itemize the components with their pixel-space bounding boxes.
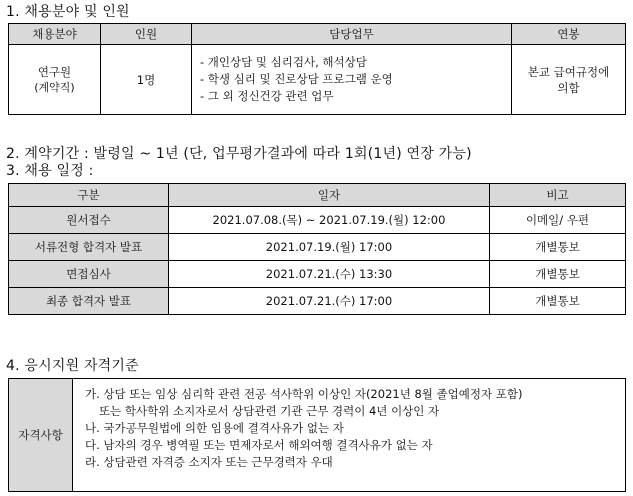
qualification-item: 다. 남자의 경우 병역필 또는 면제자로서 해외여행 결격사유가 없는 자 [85,438,433,452]
stage-cell: 면접심사 [9,261,169,288]
schedule-table [8,183,626,315]
note-cell: 개별통보 [490,234,626,261]
header-date: 일자 [169,184,490,207]
section2-heading: 2. 계약기간 : 발령일 ~ 1년 (단, 업무평가결과에 따라 1회(1년) 연장 가능) [6,146,472,162]
header-field: 채용분야 [9,24,101,45]
header-note: 비고 [490,184,626,207]
header-stage: 구분 [9,184,169,207]
field-type: (계약직) [34,80,75,94]
date-cell: 2021.07.21.(수) 17:00 [169,288,490,315]
header-count: 인원 [101,24,192,45]
field-title: 연구원 [37,64,72,79]
duties-cell [192,45,512,115]
table-row [9,45,626,115]
header-duties: 담당업무 [192,24,512,45]
table-row [9,261,626,288]
duty-item: - 학생 심리 및 진로상담 프로그램 운영 [200,72,393,86]
section1-heading: 1. 채용분야 및 인원 [6,4,130,20]
duty-item: - 개인상담 및 심리검사, 해석상담 [200,55,367,69]
table-header-row [9,24,626,45]
note-cell: 개별통보 [490,288,626,315]
qualification-item: 가. 상담 또는 임상 심리학 관련 전공 석사학위 이상인 자(2021년 8월 졸업예정자 포함) [85,387,523,401]
qualification-item: 라. 상담관련 자격증 소지자 또는 근무경력자 우대 [85,455,333,469]
qualification-item: 또는 학사학위 소지자로서 상담관련 기관 근무 경력이 4년 이상인 자 [99,404,440,418]
table-row [9,288,626,315]
salary-cell [512,45,626,115]
date-cell: 2021.07.21.(수) 13:30 [169,261,490,288]
field-cell [9,45,101,115]
qualification-label: 자격사항 [9,379,73,492]
salary-line: 의함 [557,80,580,95]
header-salary: 연봉 [512,24,626,45]
recruitment-field-table [8,23,626,115]
qualification-list [73,379,626,492]
date-cell: 2021.07.08.(목) ~ 2021.07.19.(월) 12:00 [169,207,490,234]
date-cell: 2021.07.19.(월) 17:00 [169,234,490,261]
stage-cell: 원서접수 [9,207,169,234]
qualification-item: 나. 국가공무원법에 의한 임용에 결격사유가 없는 자 [85,421,344,435]
table-row [9,379,626,492]
table-header-row [9,184,626,207]
section3-heading: 3. 채용 일정 : [6,163,94,179]
note-cell: 개별통보 [490,261,626,288]
count-cell: 1명 [101,45,192,115]
table-row [9,207,626,234]
qualification-table [8,378,626,492]
duty-item: - 그 외 정신건강 관련 업무 [200,89,334,103]
stage-cell: 서류전형 합격자 발표 [9,234,169,261]
salary-line: 본교 급여규정에 [527,64,610,79]
note-cell: 이메일/ 우편 [490,207,626,234]
stage-cell: 최종 합격자 발표 [9,288,169,315]
table-row [9,234,626,261]
section4-heading: 4. 응시지원 자격기준 [6,358,139,374]
